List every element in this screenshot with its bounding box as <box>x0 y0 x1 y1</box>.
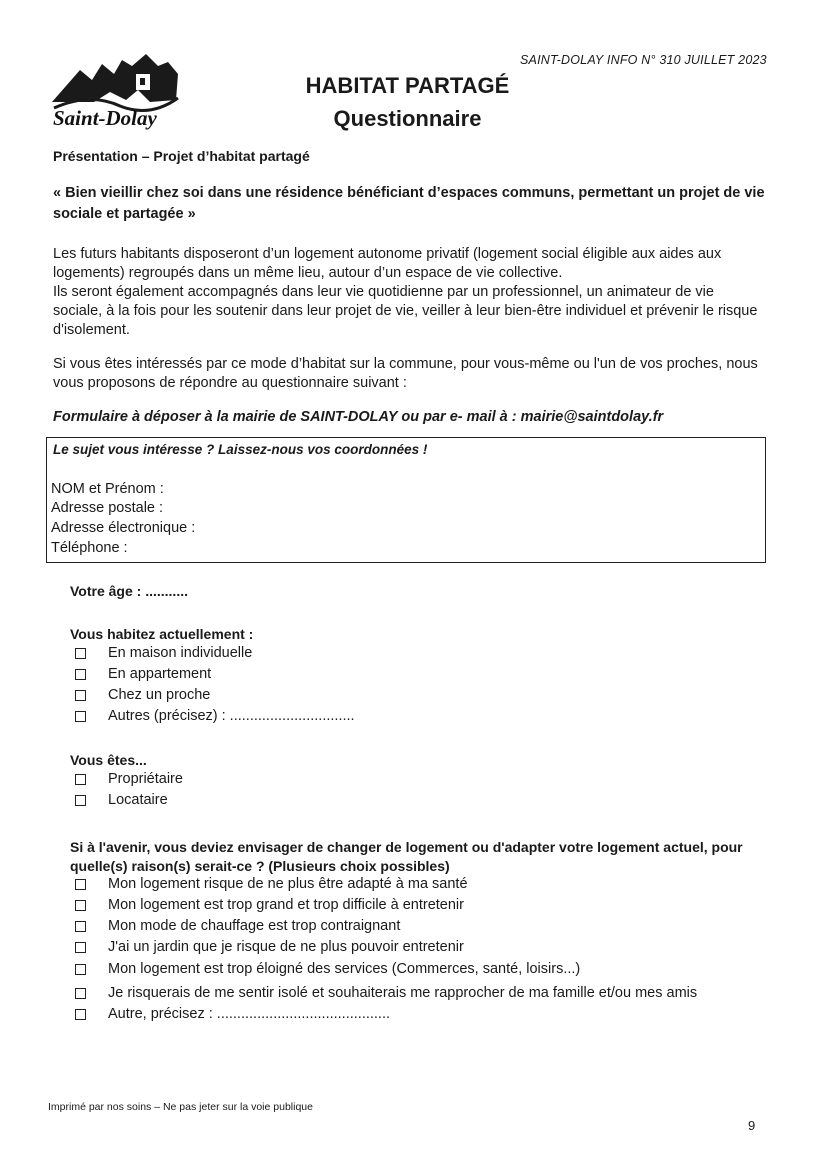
checkbox-icon[interactable] <box>75 879 86 890</box>
habitat-option[interactable]: Autres (précisez) : ............................... <box>75 706 355 726</box>
intro-text-2: Ils seront également accompagnés dans leur vie quotidienne par un professionnel, un animateur de vie sociale, à la fois pour les soutenir dans leur projet de vie, veiller à leur bien-être individuel et prévenir le risque d'isolement. <box>53 284 758 338</box>
checkbox-icon[interactable] <box>75 774 86 785</box>
postal-address-field[interactable]: Adresse postale : <box>51 500 164 516</box>
slogan-quote: « Bien vieillir chez soi dans une résidence bénéficiant d’espaces communs, permettant un projet de vie sociale et partagée » <box>53 185 765 222</box>
reason-option[interactable]: Mon logement est trop éloigné des services (Commerces, santé, loisirs...) <box>75 959 580 979</box>
form-submission-note: Formulaire à déposer à la mairie de SAINT-DOLAY ou par e- mail à : mairie@saintdolay.fr <box>53 409 664 425</box>
checkbox-icon[interactable] <box>75 921 86 932</box>
status-option[interactable]: Locataire <box>75 790 168 810</box>
page-subtitle: Questionnaire <box>333 106 482 131</box>
email-field[interactable]: Adresse électronique : <box>51 520 196 536</box>
checkbox-icon[interactable] <box>75 964 86 975</box>
intro-text-1: Les futurs habitants disposeront d’un logement autonome privatif (logement social éligible aux aides aux logements) regroupés dans un même lieu, autour d’un espace de vie collective. <box>53 246 722 281</box>
checkbox-icon[interactable] <box>75 900 86 911</box>
phone-field[interactable]: Téléphone : <box>51 540 128 556</box>
habitat-question: Vous habitez actuellement : <box>70 626 254 642</box>
habitat-option[interactable]: En appartement <box>75 664 211 684</box>
reasons-question: Si à l'avenir, vous deviez envisager de changer de logement ou d'adapter votre logement actuel, pour quelle(s) raison(s) serait-ce ? (Plusieurs choix possibles) <box>70 839 743 874</box>
presentation-heading: Présentation – Projet d’habitat partagé <box>53 148 310 164</box>
habitat-option[interactable]: Chez un proche <box>75 685 210 705</box>
footer-note: Imprimé par nos soins – Ne pas jeter sur la voie publique <box>48 1101 313 1113</box>
intro-paragraph <box>53 245 765 340</box>
reason-option[interactable]: Mon logement est trop grand et trop difficile à entretenir <box>75 895 464 915</box>
checkbox-icon[interactable] <box>75 669 86 680</box>
contact-box-title: Le sujet vous intéresse ? Laissez-nous vos coordonnées ! <box>53 442 428 457</box>
habitat-option[interactable]: En maison individuelle <box>75 643 252 663</box>
name-field[interactable]: NOM et Prénom : <box>51 481 164 497</box>
issue-label: SAINT-DOLAY INFO N° 310 JUILLET 2023 <box>520 53 767 67</box>
reason-option[interactable]: Je risquerais de me sentir isolé et souhaiterais me rapprocher de ma famille et/ou mes amis <box>75 983 697 1003</box>
checkbox-icon[interactable] <box>75 690 86 701</box>
page-title: HABITAT PARTAGÉ <box>305 73 510 98</box>
status-question: Vous êtes... <box>70 752 147 768</box>
reason-option[interactable]: J'ai un jardin que je risque de ne plus pouvoir entretenir <box>75 937 464 957</box>
checkbox-icon[interactable] <box>75 942 86 953</box>
status-option[interactable]: Propriétaire <box>75 769 183 789</box>
reason-option[interactable]: Mon logement risque de ne plus être adapté à ma santé <box>75 874 468 894</box>
reason-option[interactable]: Mon mode de chauffage est trop contraignant <box>75 916 400 936</box>
logo-text: Saint-Dolay <box>53 106 157 130</box>
invitation-paragraph: Si vous êtes intéressés par ce mode d’habitat sur la commune, pour vous-même ou l'un de vos proches, nous vous proposons de répondre au questionnaire suivant : <box>53 356 758 391</box>
reason-option[interactable]: Autre, précisez : ........................................... <box>75 1004 390 1024</box>
checkbox-icon[interactable] <box>75 711 86 722</box>
page-number: 9 <box>748 1118 756 1133</box>
age-field[interactable]: Votre âge : ........... <box>70 583 188 599</box>
checkbox-icon[interactable] <box>75 988 86 999</box>
checkbox-icon[interactable] <box>75 648 86 659</box>
checkbox-icon[interactable] <box>75 795 86 806</box>
checkbox-icon[interactable] <box>75 1009 86 1020</box>
